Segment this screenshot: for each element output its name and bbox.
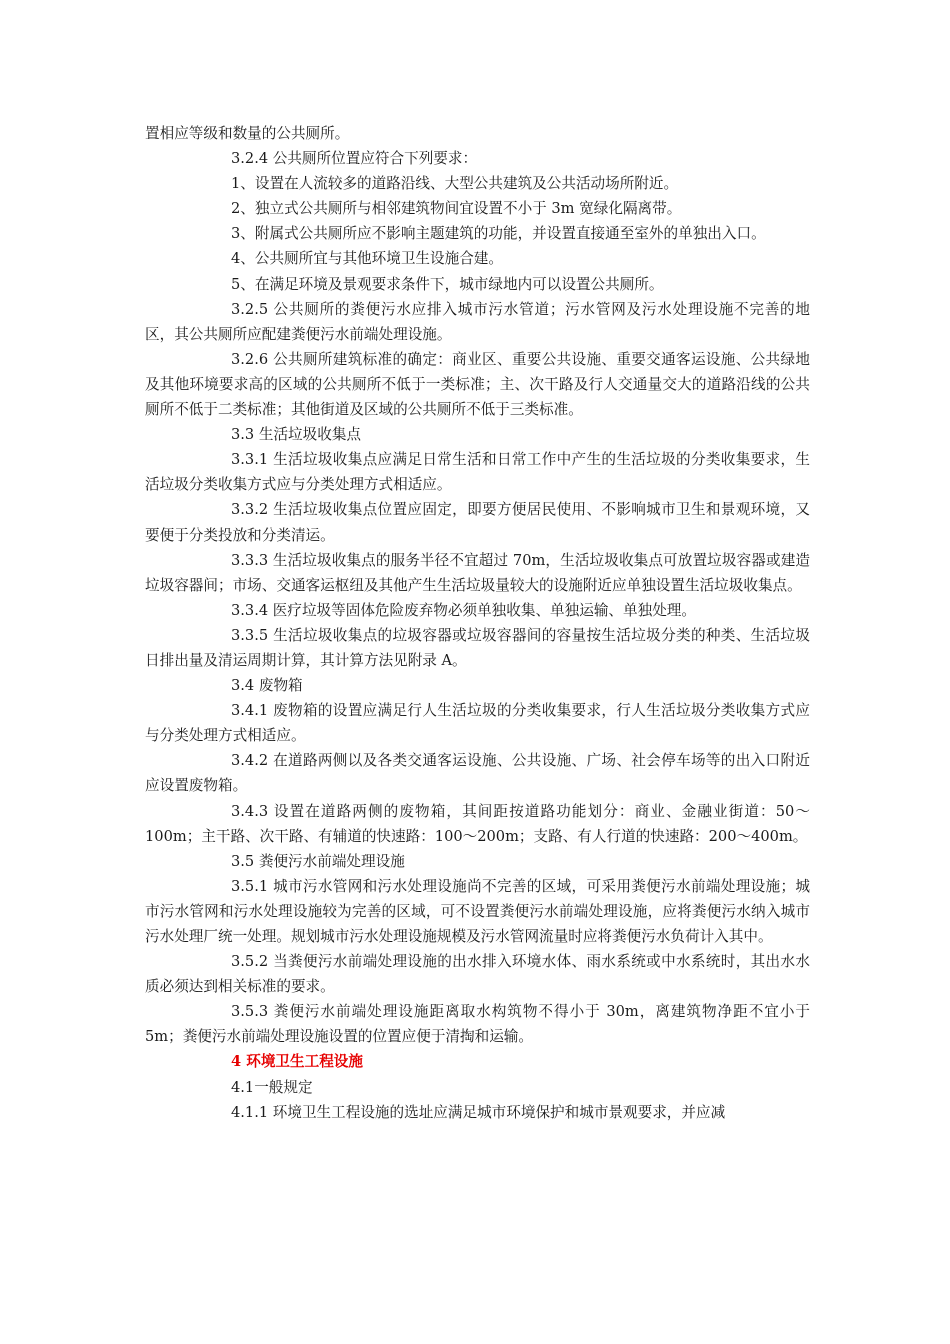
clause-3-5-1: 3.5.1 城市污水管网和污水处理设施尚不完善的区域，可采用粪便污水前端处理设施；城市污水管网和污水处理设施较为完善的区域，可不设置粪便污水前端处理设施，应将粪便污水纳入城市污水处理厂统一处理。规划城市污水处理设施规模及污水管网流量时应将粪便污水负荷计入其中。 [145,877,810,945]
clause-3-4-3: 3.4.3 设置在道路两侧的废物箱，其间距按道路功能划分：商业、金融业街道：50～100m；主干路、次干路、有辅道的快速路：100～200m；支路、有人行道的快速路：200～400m。 [145,802,810,845]
clause-3-4-1: 3.4.1 废物箱的设置应满足行人生活垃圾的分类收集要求，行人生活垃圾分类收集方式应与分类处理方式相适应。 [145,702,810,745]
clause-3-3-1: 3.3.1 生活垃圾收集点应满足日常生活和日常工作中产生的生活垃圾的分类收集要求，生活垃圾分类收集方式应与分类处理方式相适应。 [145,451,810,494]
chapter-heading-4: 4 环境卫生工程设施 [231,1053,363,1071]
clause-3-5-2: 3.5.2 当粪便污水前端处理设施的出水排入环境水体、雨水系统或中水系统时，其出水水质必须达到相关标准的要求。 [145,953,810,996]
clause-3-3-2: 3.3.2 生活垃圾收集点位置应固定，即要方便居民使用、不影响城市卫生和景观环境，又要便于分类投放和分类清运。 [145,501,810,544]
section-heading-4-1: 4.1一般规定 [231,1078,313,1096]
clause-3-2-4: 3.2.4 公共厕所位置应符合下列要求： [231,150,478,168]
clause-4-1-1: 4.1.1 环境卫生工程设施的选址应满足城市环境保护和城市景观要求，并应减 [231,1103,726,1121]
list-item: 3、附属式公共厕所应不影响主题建筑的功能，并设置直接通至室外的单独出入口。 [231,225,766,243]
section-heading-3-4: 3.4 废物箱 [231,677,303,695]
clause-3-3-4: 3.3.4 医疗垃圾等固体危险废弃物必须单独收集、单独运输、单独处理。 [231,601,696,619]
clause-3-2-6: 3.2.6 公共厕所建筑标准的确定：商业区、重要公共设施、重要交通客运设施、公共绿地及其他环境要求高的区域的公共厕所不低于一类标准；主、次干路及行人交通量交大的道路沿线的公共厕所不低于二类标准；其他街道及区域的公共厕所不低于三类标准。 [145,350,810,419]
list-item: 5、在满足环境及景观要求条件下，城市绿地内可以设置公共厕所。 [231,275,664,293]
clause-3-5-3: 3.5.3 粪便污水前端处理设施距离取水构筑物不得小于 30m，离建筑物净距不宜小于 5m；粪便污水前端处理设施设置的位置应便于清掏和运输。 [145,1003,810,1046]
section-heading-3-5: 3.5 粪便污水前端处理设施 [231,852,405,870]
clause-3-4-2: 3.4.2 在道路两侧以及各类交通客运设施、公共设施、广场、社会停车场等的出入口附近应设置废物箱。 [145,752,810,795]
clause-3-3-3: 3.3.3 生活垃圾收集点的服务半径不宜超过 70m，生活垃圾收集点可放置垃圾容器或建造垃圾容器间；市场、交通客运枢纽及其他产生生活垃圾量较大的设施附近应单独设置生活垃圾收集点。 [145,551,810,594]
document-page [145,121,810,1125]
section-heading-3-3: 3.3 生活垃圾收集点 [231,426,362,444]
list-item: 2、独立式公共厕所与相邻建筑物间宜设置不小于 3m 宽绿化隔离带。 [231,200,682,218]
list-item: 4、公共厕所宜与其他环境卫生设施合建。 [231,250,503,268]
paragraph: 置相应等级和数量的公共厕所。 [145,125,350,142]
clause-3-2-5: 3.2.5 公共厕所的粪便污水应排入城市污水管道；污水管网及污水处理设施不完善的地区，其公共厕所应配建粪便污水前端处理设施。 [145,300,810,343]
clause-3-3-5: 3.3.5 生活垃圾收集点的垃圾容器或垃圾容器间的容量按生活垃圾分类的种类、生活垃圾日排出量及清运周期计算，其计算方法见附录 A。 [145,626,810,669]
list-item: 1、设置在人流较多的道路沿线、大型公共建筑及公共活动场所附近。 [231,175,679,193]
